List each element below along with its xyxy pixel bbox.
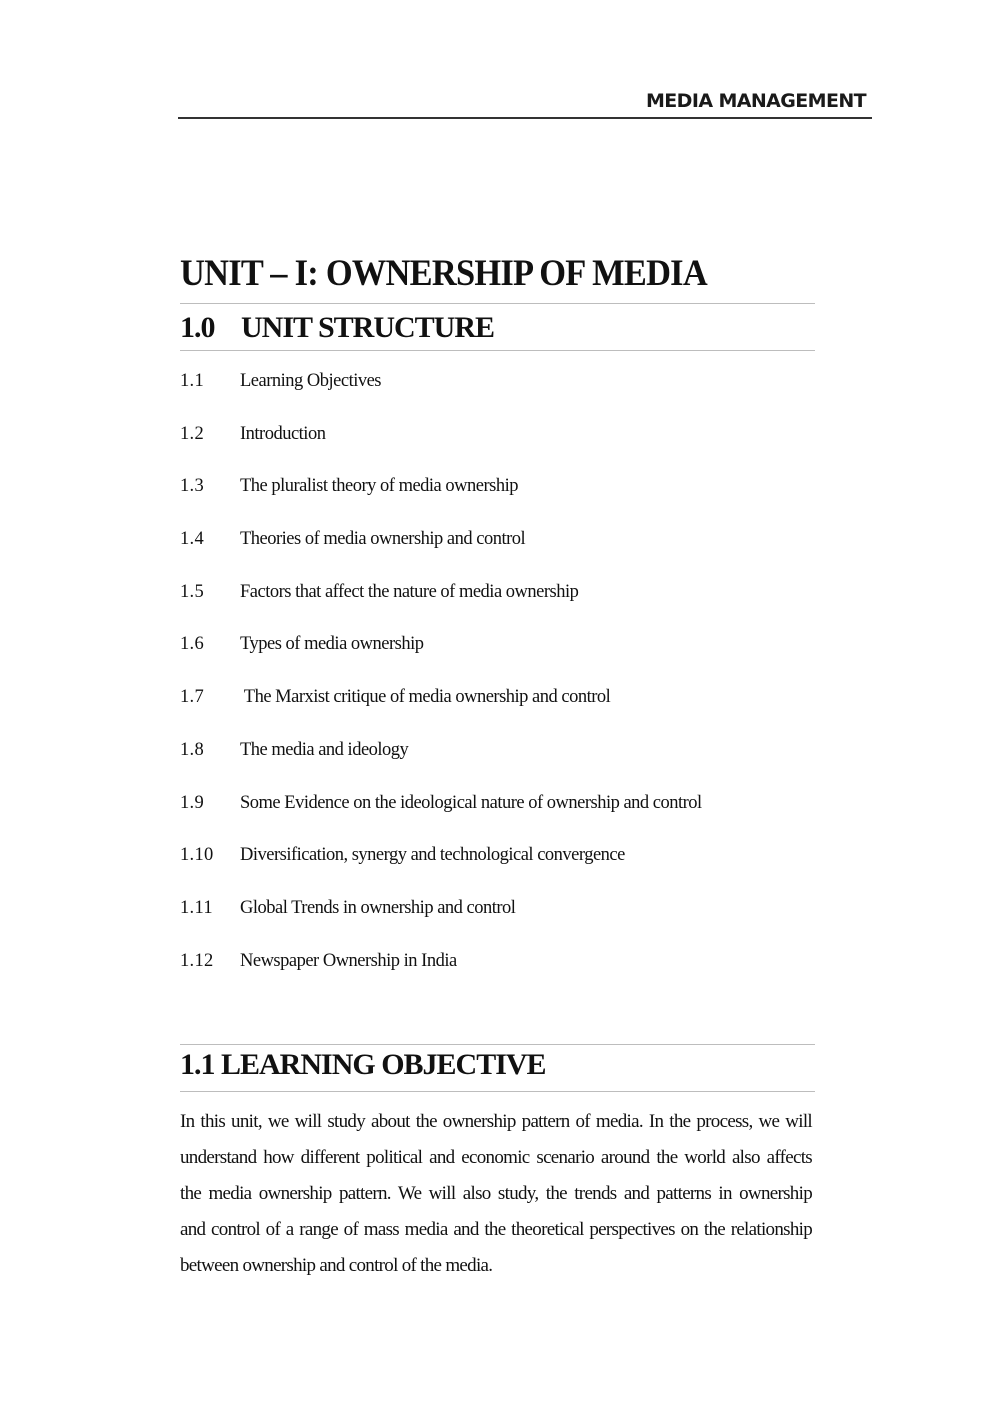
toc-item — [180, 424, 820, 477]
divider — [180, 303, 815, 304]
toc-item-number: 1.1 — [180, 371, 205, 391]
toc-item-label: Global Trends in ownership and control — [240, 897, 516, 918]
running-header: MEDIA MANAGEMENT — [646, 90, 866, 112]
section-title: UNIT STRUCTURE — [241, 311, 495, 344]
toc-item-label: Some Evidence on the ideological nature of ownership and control — [240, 792, 702, 813]
toc-item-number: 1.4 — [180, 529, 205, 550]
toc-item — [180, 898, 820, 951]
toc-item-number: 1.5 — [180, 581, 205, 602]
divider — [180, 1044, 815, 1045]
paragraph-line: understand how different political and economic scenario around the world also affects — [180, 1147, 812, 1168]
divider — [180, 350, 815, 351]
toc-item-label: Theories of media ownership and control — [240, 529, 526, 550]
toc-item — [180, 476, 820, 529]
toc-item — [180, 634, 820, 687]
toc-item-label: The pluralist theory of media ownership — [240, 476, 518, 497]
toc-item — [180, 793, 820, 846]
toc-item-number: 1.10 — [180, 845, 214, 866]
toc-item-label: Types of media ownership — [240, 634, 424, 655]
paragraph-line: the media ownership pattern. We will also study, the trends and patterns in ownership — [180, 1183, 812, 1204]
toc-item-number: 1.6 — [180, 634, 205, 655]
toc-item-label: Introduction — [240, 423, 326, 444]
toc-item-label: Learning Objectives — [240, 371, 382, 391]
toc-item — [180, 740, 820, 793]
paragraph-line: between ownership and control of the media. — [180, 1255, 493, 1276]
unit-structure-list — [180, 371, 820, 1003]
learning-objective-heading: 1.1 LEARNING OBJECTIVE — [180, 1048, 546, 1081]
paragraph-line: and control of a range of mass media and the theoretical perspectives on the relationship — [180, 1219, 812, 1240]
toc-item-label: Diversification, synergy and technological convergence — [240, 845, 625, 866]
toc-item-label: The media and ideology — [240, 739, 409, 760]
toc-item-number: 1.8 — [180, 739, 205, 760]
toc-item-label: Factors that affect the nature of media ownership — [240, 581, 579, 602]
toc-item — [180, 582, 820, 635]
toc-item — [180, 687, 820, 740]
toc-item-number: 1.11 — [180, 897, 213, 918]
toc-item-number: 1.9 — [180, 792, 205, 813]
toc-item-number: 1.3 — [180, 476, 205, 497]
toc-item-label: Newspaper Ownership in India — [240, 950, 457, 971]
toc-item — [180, 371, 820, 424]
toc-item-number: 1.2 — [180, 423, 205, 444]
toc-item-number: 1.12 — [180, 950, 214, 971]
unit-structure-heading — [180, 311, 494, 345]
toc-item — [180, 951, 820, 1004]
section-number: 1.0 — [180, 311, 215, 344]
paragraph-line: In this unit, we will study about the ownership pattern of media. In the process, we will — [180, 1111, 812, 1132]
toc-item — [180, 845, 820, 898]
toc-item — [180, 529, 820, 582]
toc-item-label: The Marxist critique of media ownership and control — [240, 687, 611, 708]
unit-title: UNIT – I: OWNERSHIP OF MEDIA — [180, 253, 707, 294]
toc-item-number: 1.7 — [180, 687, 205, 708]
learning-objective-paragraph — [180, 1106, 812, 1286]
divider — [180, 1091, 815, 1092]
header-rule — [178, 117, 872, 119]
